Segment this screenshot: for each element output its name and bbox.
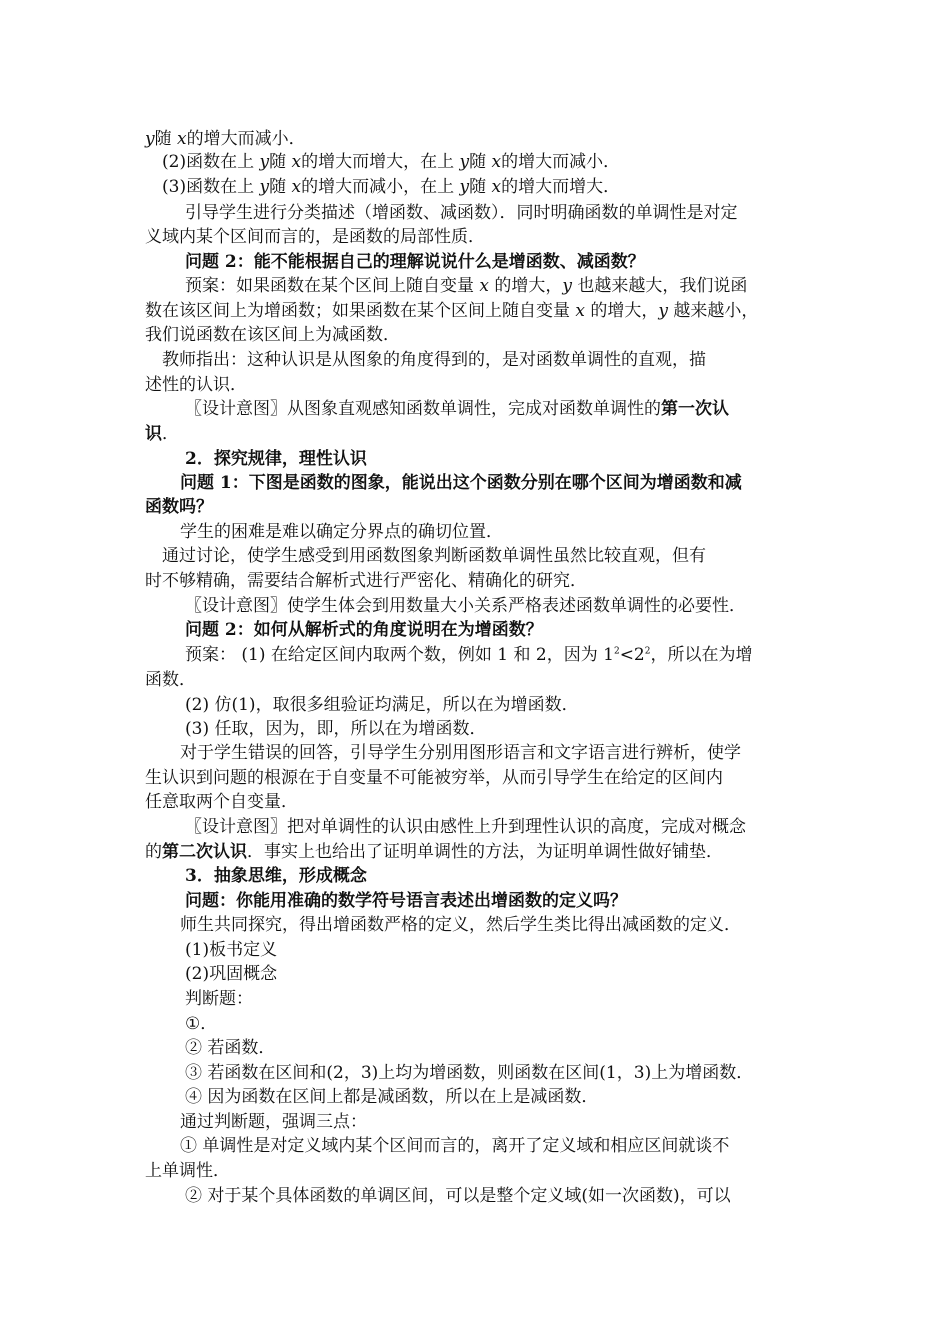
text-line: 对于学生错误的回答，引导学生分别用图形语言和文字语言进行辨析，使学 bbox=[180, 743, 741, 763]
section-heading: 2．探究规律，理性认识 bbox=[185, 449, 367, 469]
text-line: (2)函数在上 y随 x的增大而增大，在上 y随 x的增大而减小． bbox=[162, 152, 621, 172]
text-line: 生认识到问题的根源在于自变量不可能被穷举，从而引导学生在给定的区间内 bbox=[145, 768, 723, 788]
text-line: 时不够精确，需要结合解析式进行严密化、精确化的研究． bbox=[145, 571, 587, 591]
text-line: 判断题： bbox=[185, 989, 253, 1009]
list-item: ② 若函数． bbox=[185, 1038, 276, 1058]
question-heading: 问题：你能用准确的数学符号语言表述出增函数的定义吗？ bbox=[185, 891, 627, 911]
text-line: 述性的认识． bbox=[145, 375, 247, 395]
text-line: 任意取两个自变量． bbox=[145, 792, 298, 812]
text-line: 义域内某个区间而言的，是函数的局部性质． bbox=[145, 227, 485, 247]
list-item: ③ 若函数在区间和(2，3)上均为增函数，则函数在区间(1，3)上为增函数． bbox=[185, 1063, 754, 1083]
text-line: (3)函数在上 y随 x的增大而减小，在上 y随 x的增大而增大． bbox=[162, 177, 621, 197]
text-line: 师生共同探究，得出增函数严格的定义，然后学生类比得出减函数的定义． bbox=[180, 915, 741, 935]
text-line: 的第二次认识．事实上也给出了证明单调性的方法，为证明单调性做好铺垫． bbox=[145, 842, 723, 862]
question-heading: 问题 2：能不能根据自己的理解说说什么是增函数、减函数？ bbox=[185, 252, 645, 272]
text-line: 识． bbox=[145, 424, 179, 444]
text-line: 上单调性． bbox=[145, 1161, 230, 1181]
question-heading: 问题 1：下图是函数的图象，能说出这个函数分别在哪个区间为增函数和减 bbox=[180, 473, 742, 493]
text-line: (2) 仿(1)，取很多组验证均满足，所以在为增函数． bbox=[185, 695, 579, 715]
text-line: 通过判断题，强调三点： bbox=[180, 1112, 367, 1132]
text-line: 函数． bbox=[145, 670, 196, 690]
question-heading: 问题 2：如何从解析式的角度说明在为增函数？ bbox=[185, 620, 543, 640]
text-line: (3) 任取，因为，即，所以在为增函数． bbox=[185, 719, 487, 739]
text-line: 学生的困难是难以确定分界点的确切位置． bbox=[180, 522, 503, 542]
text-line: 我们说函数在该区间上为减函数． bbox=[145, 325, 400, 345]
text-line: 〖设计意图〗使学生体会到用数量大小关系严格表述函数单调性的必要性． bbox=[185, 596, 746, 616]
text-line: y随 x的增大而减小． bbox=[145, 129, 306, 149]
text-line: 教师指出：这种认识是从图象的角度得到的，是对函数单调性的直观，描 bbox=[162, 350, 706, 370]
text-line: 引导学生进行分类描述（增函数、减函数）．同时明确函数的单调性是对定 bbox=[185, 203, 738, 223]
section-heading: 3．抽象思维，形成概念 bbox=[185, 866, 367, 886]
list-item: ① 单调性是对定义域内某个区间而言的，离开了定义域和相应区间就谈不 bbox=[180, 1136, 730, 1156]
text-line: 预案：如果函数在某个区间上随自变量 x 的增大，y 也越来越大，我们说函 bbox=[185, 276, 748, 296]
text-line: 〖设计意图〗从图象直观感知函数单调性，完成对函数单调性的第一次认 bbox=[185, 399, 729, 419]
text-line: 〖设计意图〗把对单调性的认识由感性上升到理性认识的高度，完成对概念 bbox=[185, 817, 746, 837]
text-line: 预案： (1) 在给定区间内取两个数，例如 1 和 2，因为 $1^2<2^2$，所以在为增 bbox=[185, 645, 753, 665]
list-item: ④ 因为函数在区间上都是减函数，所以在上是减函数． bbox=[185, 1087, 599, 1107]
list-item: ①． bbox=[185, 1014, 218, 1034]
text-line: (1)板书定义 bbox=[185, 940, 278, 960]
text-line: (2)巩固概念 bbox=[185, 964, 278, 984]
list-item: ② 对于某个具体函数的单调区间，可以是整个定义域(如一次函数)，可以 bbox=[185, 1186, 731, 1206]
text-line: 通过讨论，使学生感受到用函数图象判断函数单调性虽然比较直观，但有 bbox=[162, 546, 706, 566]
text-line: 数在该区间上为增函数；如果函数在某个区间上随自变量 x 的增大，y 越来越小， bbox=[145, 301, 759, 321]
question-heading: 函数吗？ bbox=[145, 497, 213, 517]
